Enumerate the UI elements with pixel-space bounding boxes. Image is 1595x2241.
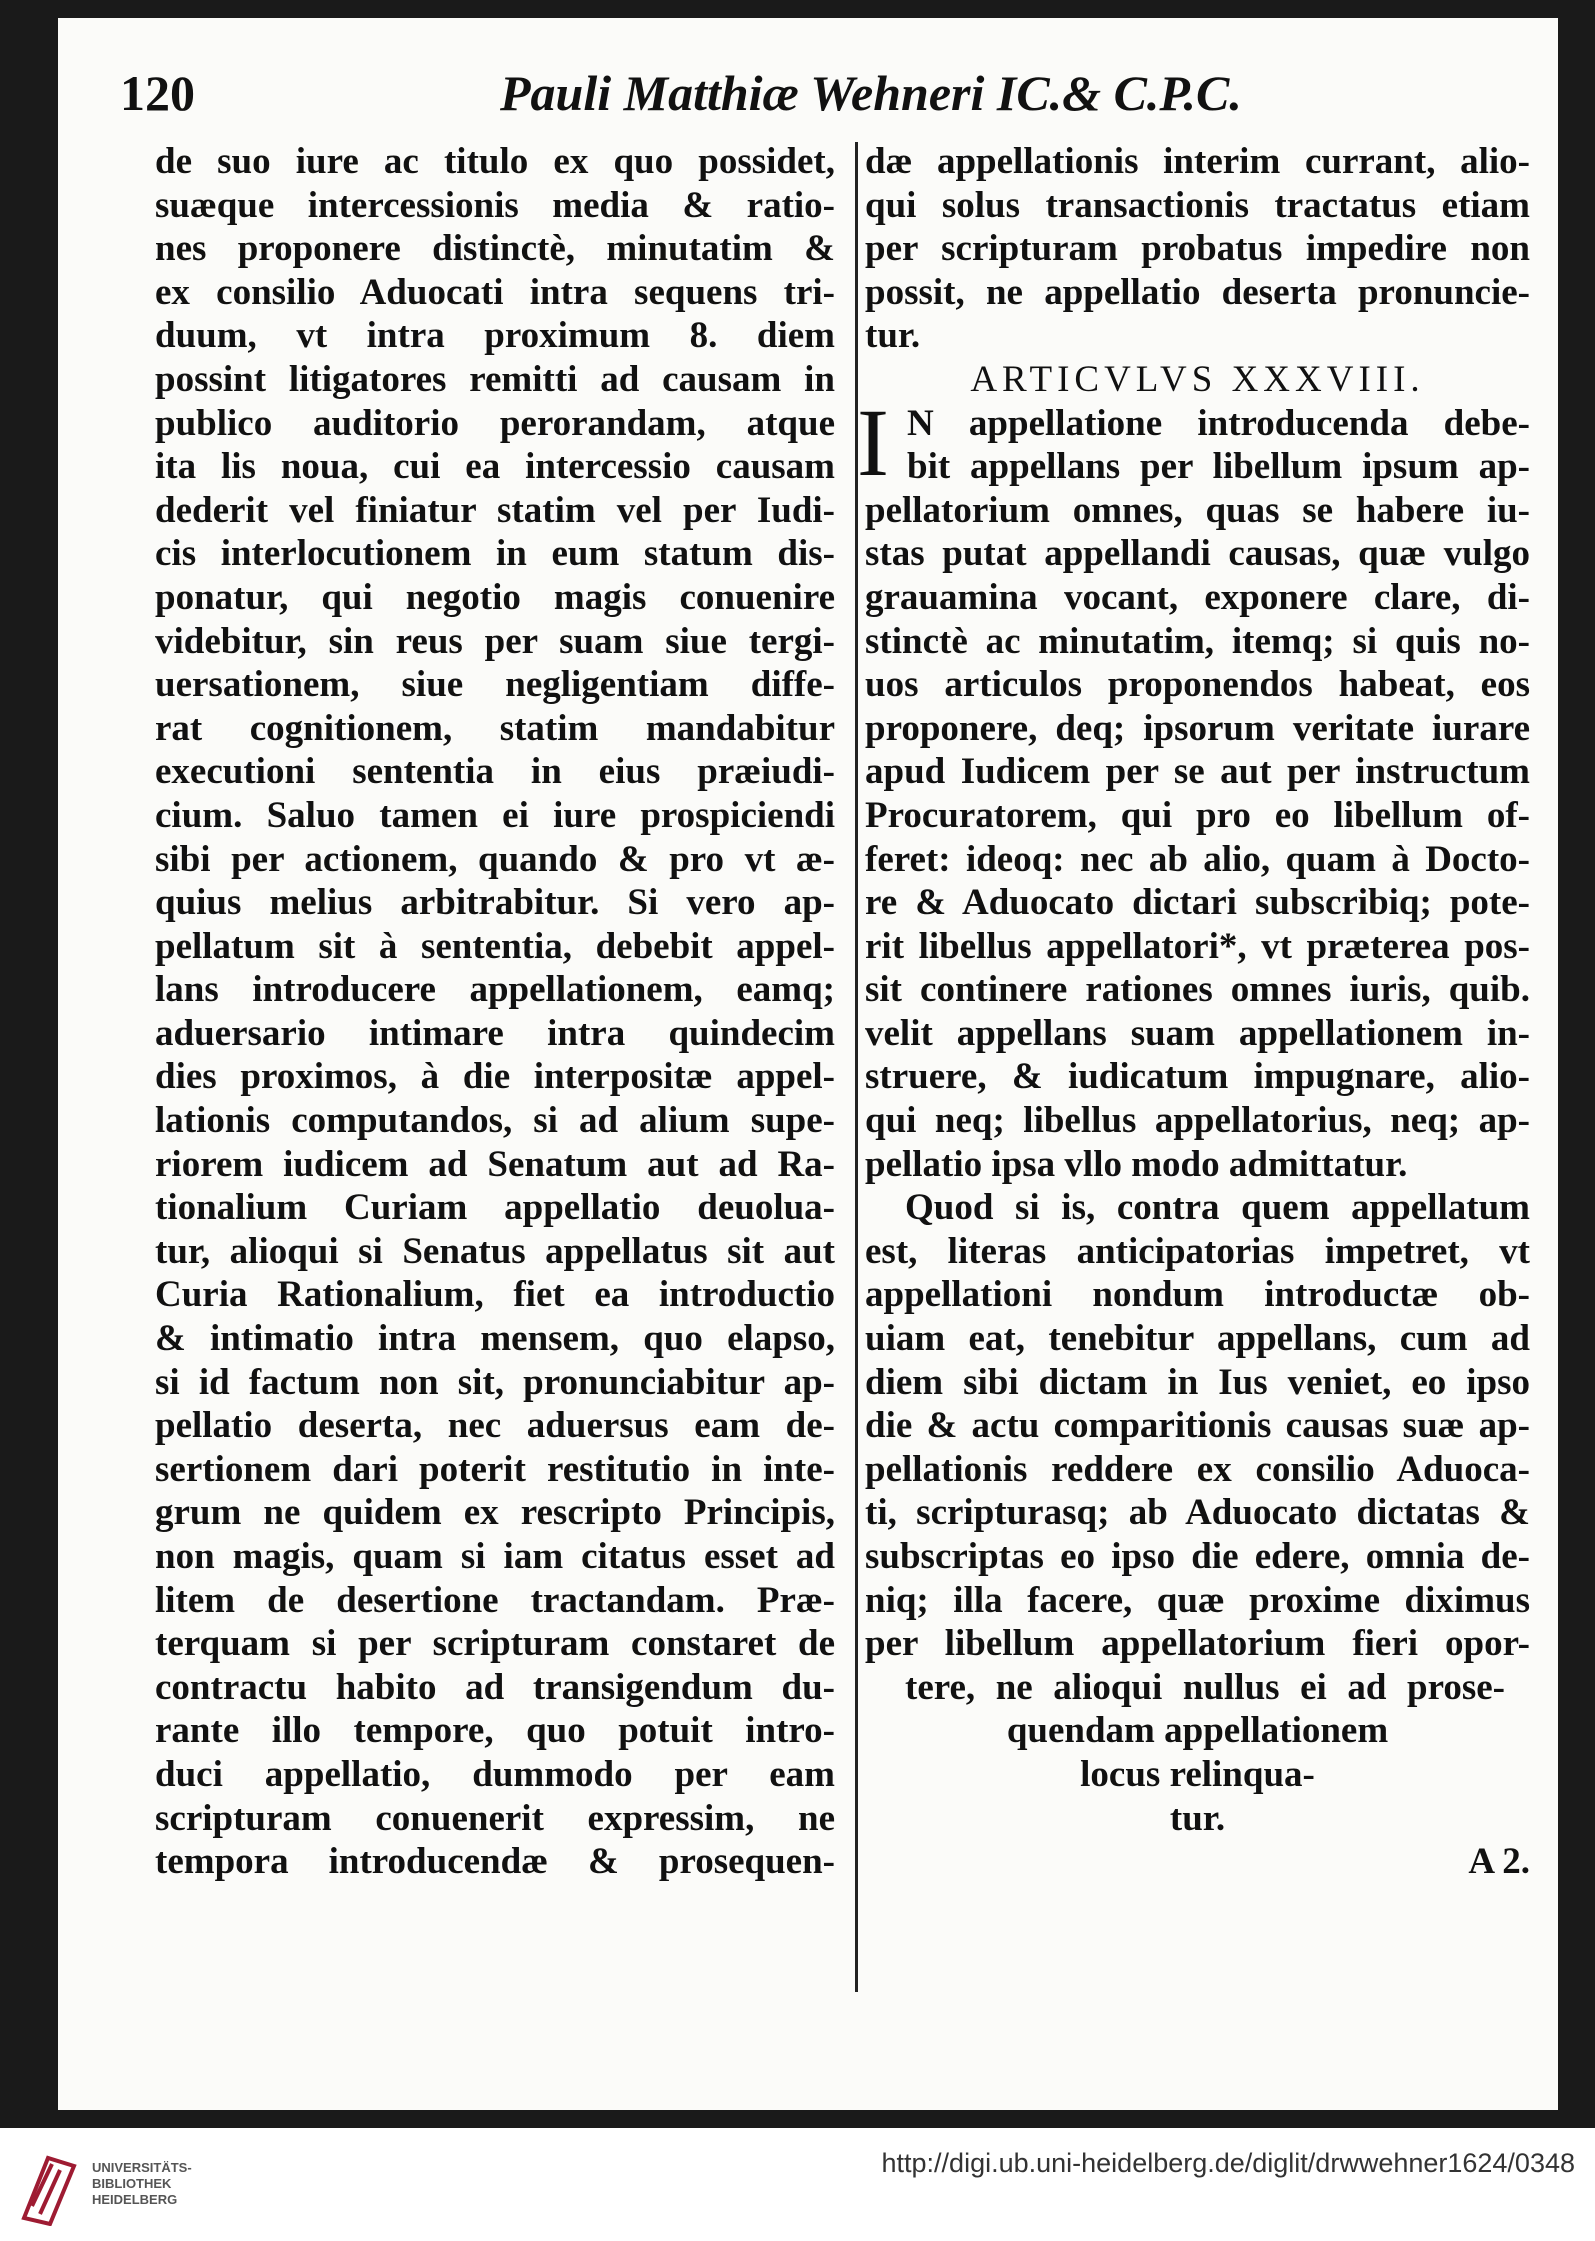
text-line: re & Aduocato dictari subscribiq; pote- [865,882,1530,924]
text-line: tur, alioqui si Senatus appellatus sit aut [155,1230,835,1272]
text-line: tionalium Curiam appellatio deuolua- [155,1187,835,1229]
text-line: rante illo tempore, quo potuit intro- [155,1710,835,1752]
text-line: suæque intercessionis media & ratio- [155,184,835,226]
library-name-line: UNIVERSITÄTS- [92,2160,192,2175]
text-line: possint litigatores remitti ad causam in [155,358,835,400]
library-name-line: BIBLIOTHEK [92,2176,172,2191]
text-line: sibi per actionem, quando & pro vt æ- [155,838,835,880]
text-line: ita lis noua, cui ea intercessio causam [155,446,835,488]
text-line: uiam eat, tenebitur appellans, cum ad [865,1318,1530,1360]
text-line: est, literas anticipatorias impetret, vt [865,1230,1530,1272]
text-line: grauamina vocant, exponere clare, di- [865,576,1530,618]
text-line: pellationis reddere ex consilio Aduoca- [865,1448,1530,1490]
text-line: uersationem, siue negligentiam diffe- [155,664,835,706]
text-line: qui neq; libellus appellatorius, neq; ap- [865,1100,1530,1142]
text-line: pellatum sit à sententia, debebit appel- [155,925,835,967]
text-line: quendam appellationem [1006,1710,1389,1752]
text-line: sertionem dari poterit restitutio in inte- [155,1448,835,1490]
running-title: Pauli Matthiæ Wehneri IC.& C.P.C. [500,65,1242,121]
library-logo-icon [18,2148,80,2226]
text-line: Curia Rationalium, fiet ea introductio [155,1274,835,1316]
text-line: quius melius arbitrabitur. Si vero ap- [155,882,835,924]
text-line: dæ appellationis interim currant, alio- [865,141,1530,182]
text-line: apud Iudicem per se aut per instructum [865,751,1530,793]
text-line: & intimatio intra mensem, quo elapso, [155,1318,835,1360]
text-line: pellatorium omnes, quas se habere iu- [865,489,1530,531]
text-line: velit appellans suam appellationem in- [865,1012,1530,1054]
library-name-line: HEIDELBERG [92,2192,178,2207]
text-line: appellationi nondum introductæ ob- [865,1274,1530,1316]
source-url-link[interactable]: http://digi.ub.uni-heidelberg.de/diglit/drwwehner1624/0348 [881,2148,1575,2178]
text-line: contractu habito ad transigendum du- [155,1666,835,1708]
text-line: de suo iure ac titulo ex quo possidet, [155,141,835,182]
text-line: stas putat appellandi causas, quæ vulgo [865,533,1530,575]
text-line: per libellum appellatorium fieri opor- [865,1623,1530,1665]
text-line: lans introducere appellationem, eamq; [155,969,835,1011]
right-column [857,140,1530,1884]
text-line: Quod si is, contra quem appellatum [905,1187,1530,1229]
text-line: tere, ne alioqui nullus ei ad prose- [905,1666,1505,1708]
text-line: bit appellans per libellum ipsum ap- [907,446,1530,488]
left-column [155,140,835,1884]
text-line: litem de desertione tractandam. Præ- [155,1579,835,1621]
text-line: stinctè ac minutatim, itemq; si quis no- [865,620,1530,662]
text-line: possit, ne appellatio deserta pronuncie- [865,271,1530,313]
text-line: proponere, deq; ipsorum veritate iurare [865,707,1530,749]
text-line: tempora introducendæ & prosequen- [155,1841,835,1883]
text-line: qui solus transactionis tractatus etiam [865,184,1530,226]
text-line: feret: ideoq: nec ab alio, quam à Docto- [865,838,1530,880]
article-ending [865,1666,1530,1840]
text-line: subscriptas eo ipso die edere, omnia de- [865,1536,1530,1577]
text-line: executioni sententia in eius præiudi- [155,751,835,793]
text-line: diem sibi dictam in Ius veniet, eo ipso [865,1361,1530,1403]
text-line: nes proponere distinctè, minutatim & [155,228,835,270]
text-line: N appellatione introducenda debe- I [857,388,1530,496]
text-line: Procuratorem, qui pro eo libellum of- [865,794,1530,836]
text-line: uos articulos proponendos habeat, eos [865,664,1530,706]
text-line: per scripturam probatus impedire non [865,228,1530,270]
text-line: cis interlocutionem in eum statum dis- [155,533,835,575]
page-header [120,58,1360,128]
text-line: sit continere rationes omnes iuris, quib. [865,969,1530,1011]
text-line: si id factum non sit, pronunciabitur ap- [155,1361,835,1403]
text-line: grum ne quidem ex rescripto Principis, [155,1492,835,1534]
text-line: cium. Saluo tamen ei iure prospiciendi [155,794,835,836]
text-line: videbitur, sin reus per suam siue tergi- [155,620,835,662]
text-line: duci appellatio, dummodo per eam [155,1753,835,1795]
text-line: die & actu comparitionis causas suæ ap- [865,1405,1530,1447]
text-line: rat cognitionem, statim mandabitur [155,707,835,749]
right-column-continuation [865,140,1530,358]
text-line: dies proximos, à die interpositæ appel- [155,1056,835,1098]
text-line: duum, vt intra proximum 8. diem [155,315,835,357]
page-number: 120 [120,65,195,121]
text-line: terquam si per scripturam constaret de [155,1623,835,1665]
text-line: aduersario intimare intra quindecim [155,1012,835,1054]
library-name [92,2160,192,2208]
text-line: tur. [865,315,921,357]
drop-cap: I [857,388,889,496]
text-line: tur. [1169,1797,1226,1839]
text-line: publico auditorio perorandam, atque [155,402,835,444]
text-line: ponatur, qui negotio magis conuenire [155,576,835,618]
text-line: dederit vel finiatur statim vel per Iudi- [155,489,835,531]
text-line: riorem iudicem ad Senatum aut ad Ra- [155,1143,835,1185]
text-line: ex consilio Aduocati intra sequens tri- [155,271,835,313]
text-line: scripturam conuenerit expressim, ne [155,1797,835,1839]
text-line: lationis computandos, si ad alium supe- [155,1100,835,1142]
text-line: pellatio deserta, nec aduersus eam de- [155,1405,835,1447]
article-heading: ARTICVLVS XXXVIII. [970,358,1425,400]
text-line: pellatio ipsa vllo modo admittatur. [865,1143,1408,1185]
text-line: rit libellus appellatori*, vt præterea pos- [865,925,1530,967]
article-body [857,388,1530,1666]
text-line: locus relinqua- [1080,1753,1315,1795]
text-line: niq; illa facere, quæ proxime diximus [865,1579,1530,1621]
catchword: A 2. [1468,1841,1530,1883]
library-footer [0,2128,1595,2241]
text-line: ti, scripturasq; ab Aduocato dictatas & [865,1492,1530,1534]
text-line: non magis, quam si iam citatus esset ad [155,1536,835,1577]
text-line: struere, & iudicatum impugnare, alio- [865,1056,1530,1098]
